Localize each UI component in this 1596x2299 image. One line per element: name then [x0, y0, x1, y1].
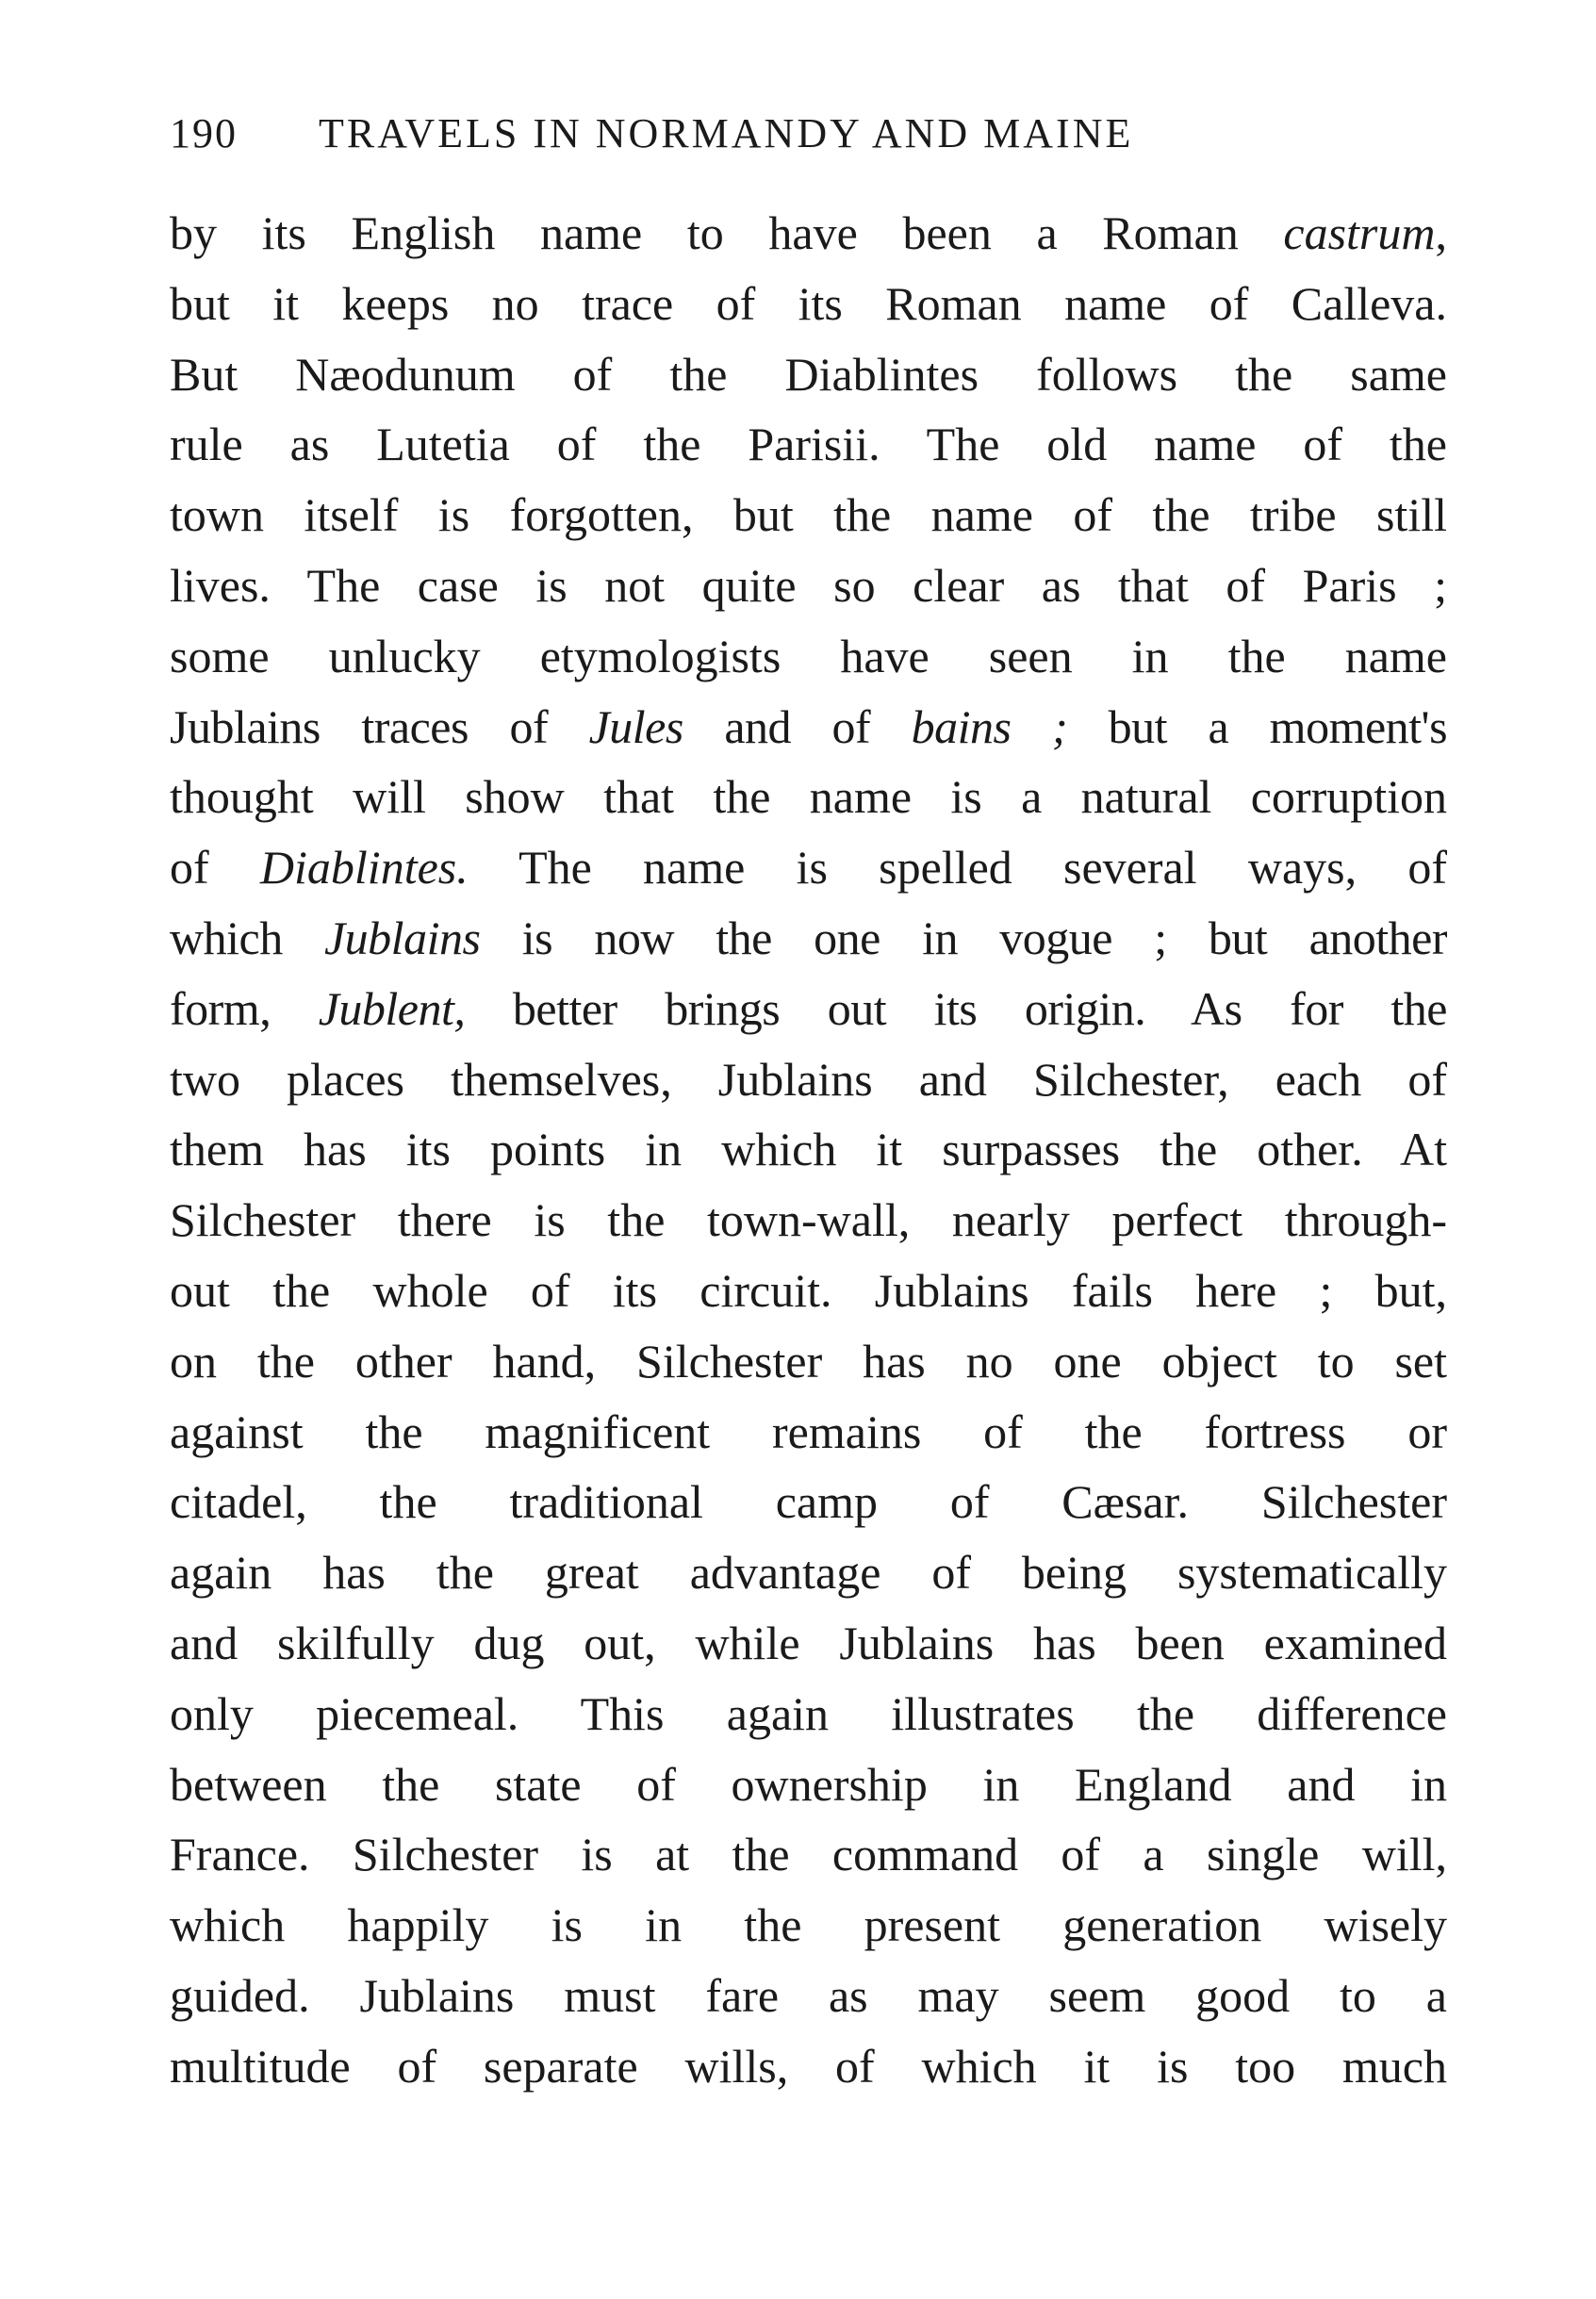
text-line: multitude of separate wills, of which it is too much: [170, 2039, 1447, 2093]
text-line: two places themselves, Jublains and Silchester, each of: [170, 1052, 1447, 1106]
text-line: But Næodunum of the Diablintes follows the same: [170, 347, 1447, 401]
text-line: form, Jublent, better brings out its origin. As for the: [170, 981, 1447, 1035]
text-line: lives. The case is not quite so clear as that of Paris ;: [170, 558, 1447, 612]
text-line: Silchester there is the town-wall, nearly perfect through-: [170, 1193, 1447, 1247]
body-text: [170, 198, 1447, 2102]
page-header: [170, 106, 1447, 162]
text-line: against the magnificent remains of the fortress or: [170, 1404, 1447, 1458]
running-head: TRAVELS IN NORMANDY AND MAINE: [319, 110, 1134, 156]
text-line: France. Silchester is at the command of a single will,: [170, 1828, 1447, 1881]
text-line: Jublains traces of Jules and of bains ; but a moment's: [170, 699, 1447, 753]
page-number: 190: [170, 110, 238, 156]
text-line: of Diablintes. The name is spelled several ways, of: [170, 841, 1447, 895]
text-line: which Jublains is now the one in vogue ; but another: [170, 911, 1447, 964]
text-line: some unlucky etymologists have seen in the name: [170, 629, 1447, 682]
text-line: but it keeps no trace of its Roman name of Calleva.: [170, 276, 1447, 330]
text-line: on the other hand, Silchester has no one object to set: [170, 1334, 1447, 1388]
text-line: guided. Jublains must fare as may seem good to a: [170, 1968, 1447, 2022]
text-line: thought will show that the name is a natural corruption: [170, 770, 1447, 824]
text-line: out the whole of its circuit. Jublains fails here ; but,: [170, 1263, 1447, 1317]
text-line: only piecemeal. This again illustrates the difference: [170, 1686, 1447, 1740]
text-line: between the state of ownership in England and in: [170, 1757, 1447, 1811]
text-line: them has its points in which it surpasses the other. At: [170, 1123, 1447, 1176]
text-line: rule as Lutetia of the Parisii. The old name of the: [170, 418, 1447, 471]
text-line: by its English name to have been a Roman castrum,: [170, 206, 1447, 259]
text-line: and skilfully dug out, while Jublains has been examined: [170, 1616, 1447, 1669]
text-line: town itself is forgotten, but the name of the tribe still: [170, 488, 1447, 542]
text-line: which happily is in the present generation wisely: [170, 1898, 1447, 1952]
text-line: citadel, the traditional camp of Cæsar. Silchester: [170, 1475, 1447, 1529]
text-line: again has the great advantage of being systematically: [170, 1546, 1447, 1600]
